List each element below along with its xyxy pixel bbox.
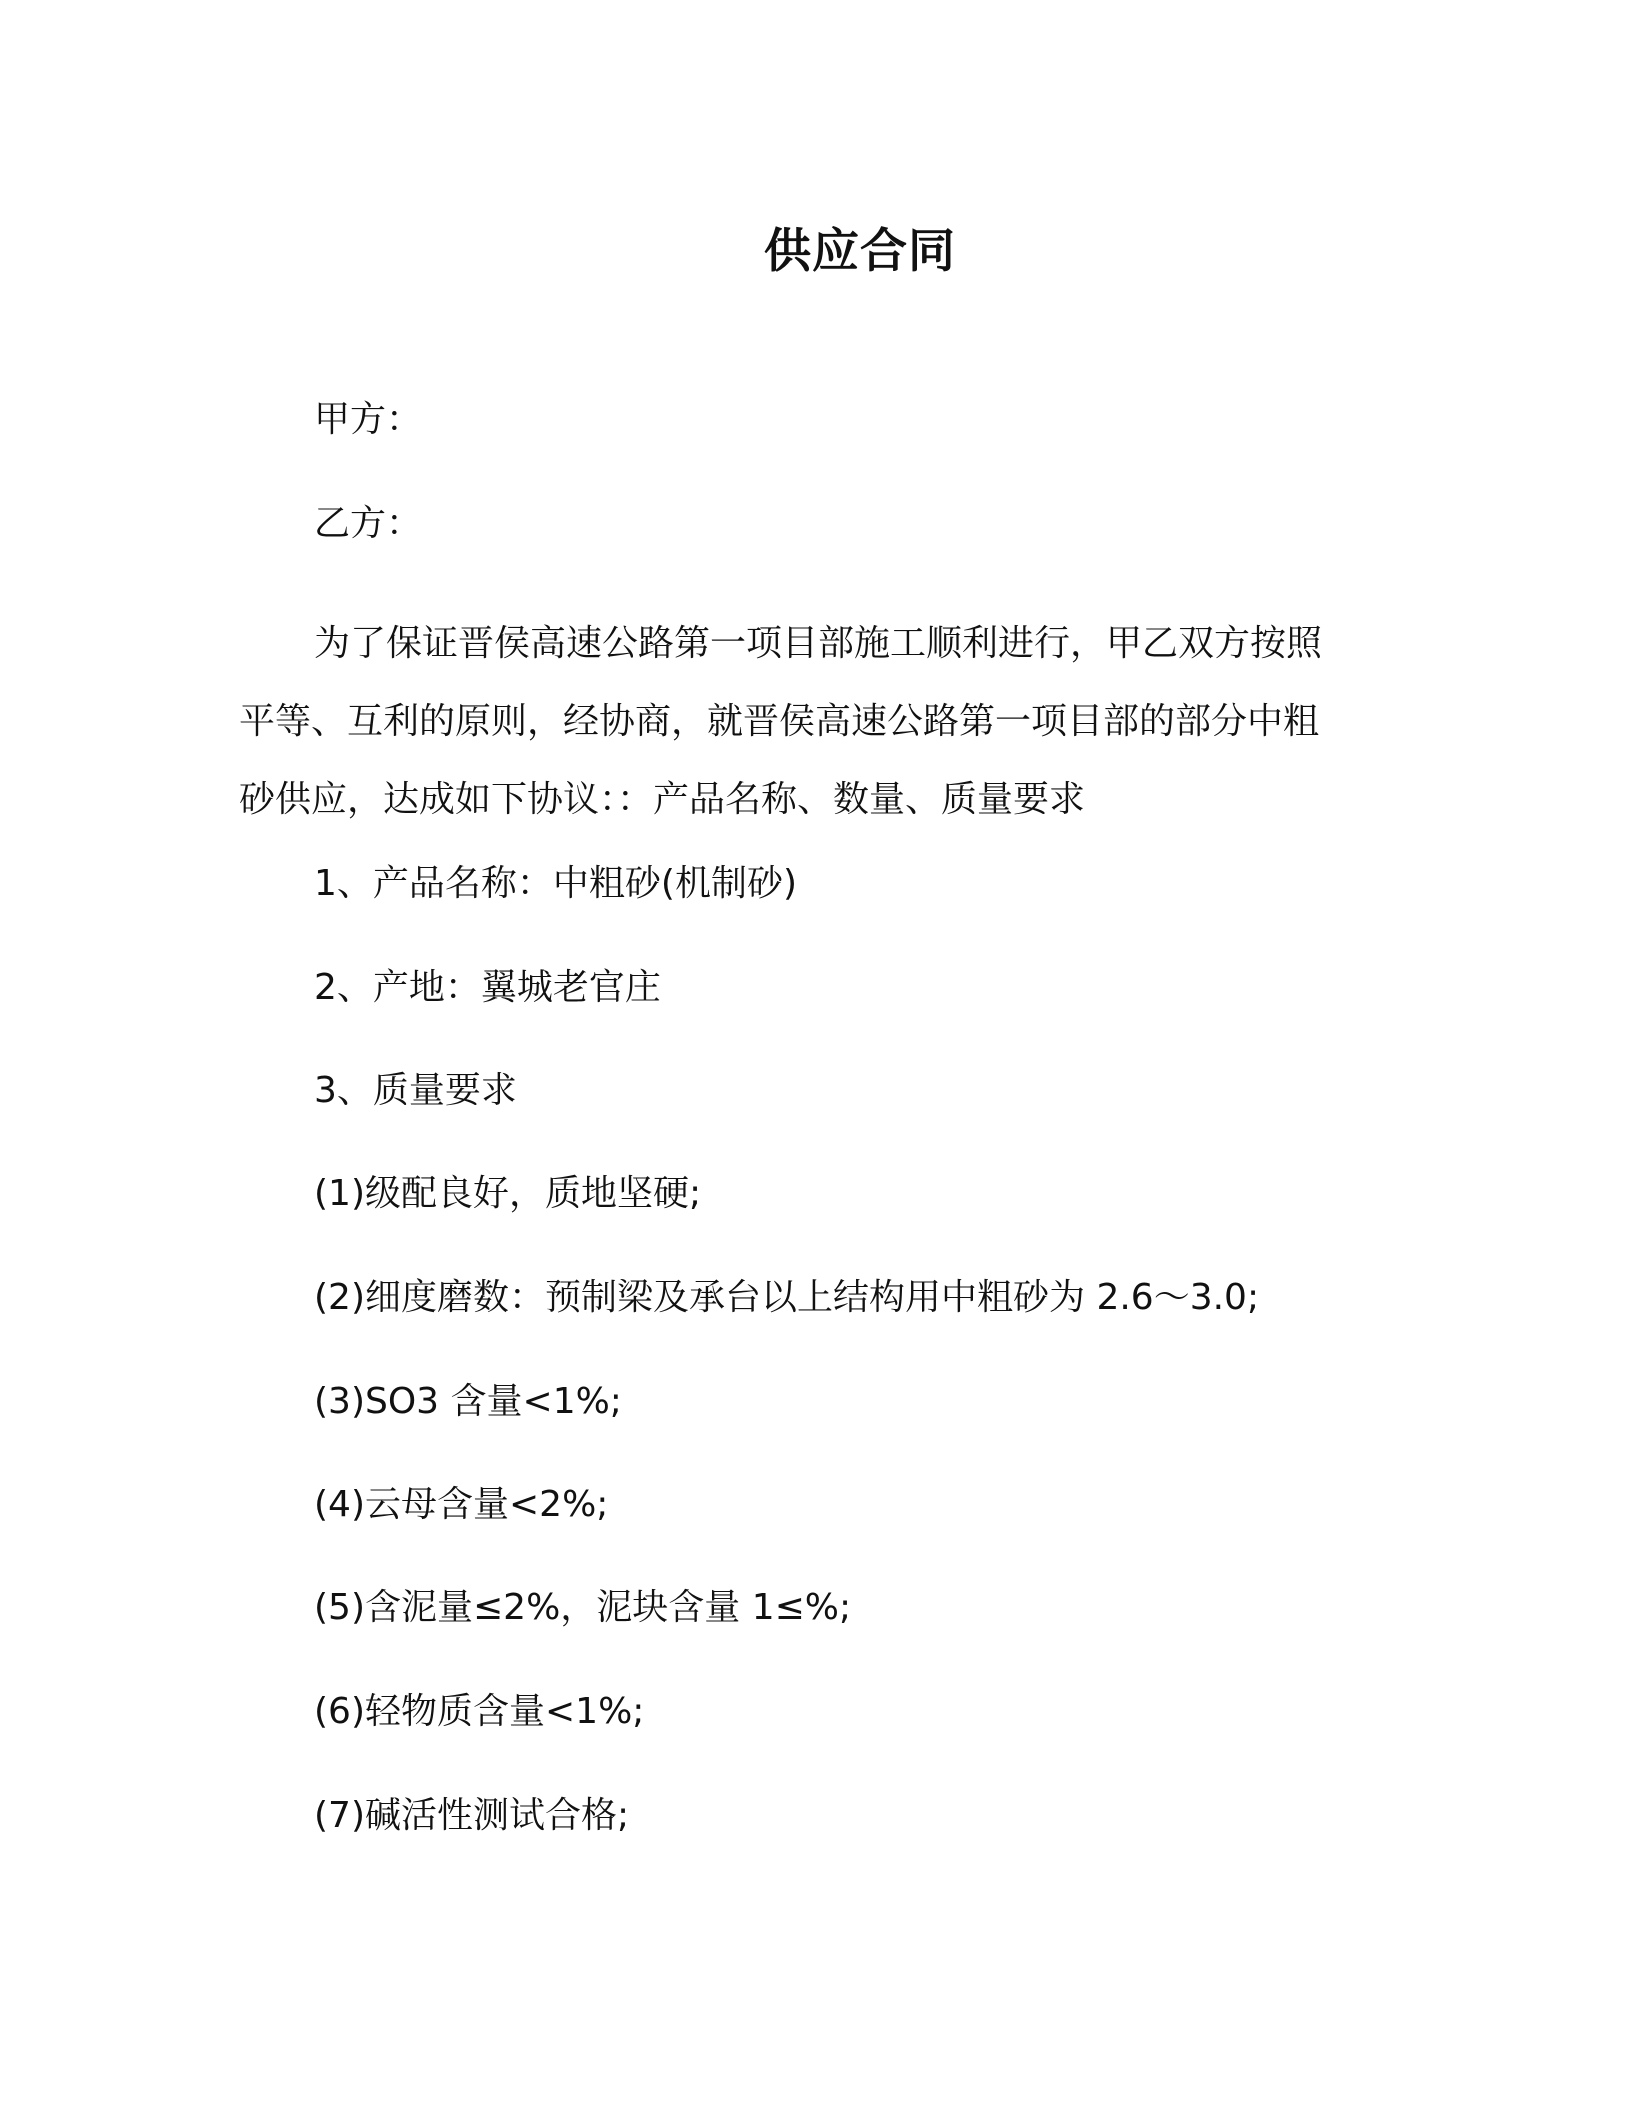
product-name-line: 1、产品名称：中粗砂(机制砂)	[314, 863, 797, 904]
document-title: 供应合同	[764, 224, 956, 279]
quality-item: (2)细度磨数：预制梁及承台以上结构用中粗砂为 2.6～3.0;	[314, 1277, 1260, 1318]
origin-line: 2、产地：翼城老官庄	[314, 967, 661, 1008]
party-b-label: 乙方：	[314, 503, 423, 544]
quality-item: (6)轻物质含量<1%;	[314, 1691, 645, 1732]
quality-item: (7)碱活性测试合格;	[314, 1795, 630, 1836]
quality-heading: 3、质量要求	[314, 1070, 517, 1111]
quality-item: (4)云母含量<2%;	[314, 1484, 609, 1525]
quality-item: (1)级配良好，质地坚硬;	[314, 1173, 702, 1214]
intro-line: 砂供应，达成如下协议：：产品名称、数量、质量要求	[239, 779, 1086, 820]
party-a-label: 甲方：	[314, 399, 423, 440]
intro-paragraph	[239, 605, 1379, 839]
intro-line: 平等、互利的原则，经协商，就晋侯高速公路第一项目部的部分中粗	[239, 701, 1320, 742]
quality-item: (5)含泥量≤2%，泥块含量 1≤%;	[314, 1587, 852, 1628]
intro-line: 为了保证晋侯高速公路第一项目部施工顺利进行，甲乙双方按照	[314, 623, 1323, 664]
quality-item: (3)SO3 含量<1%;	[314, 1381, 622, 1422]
